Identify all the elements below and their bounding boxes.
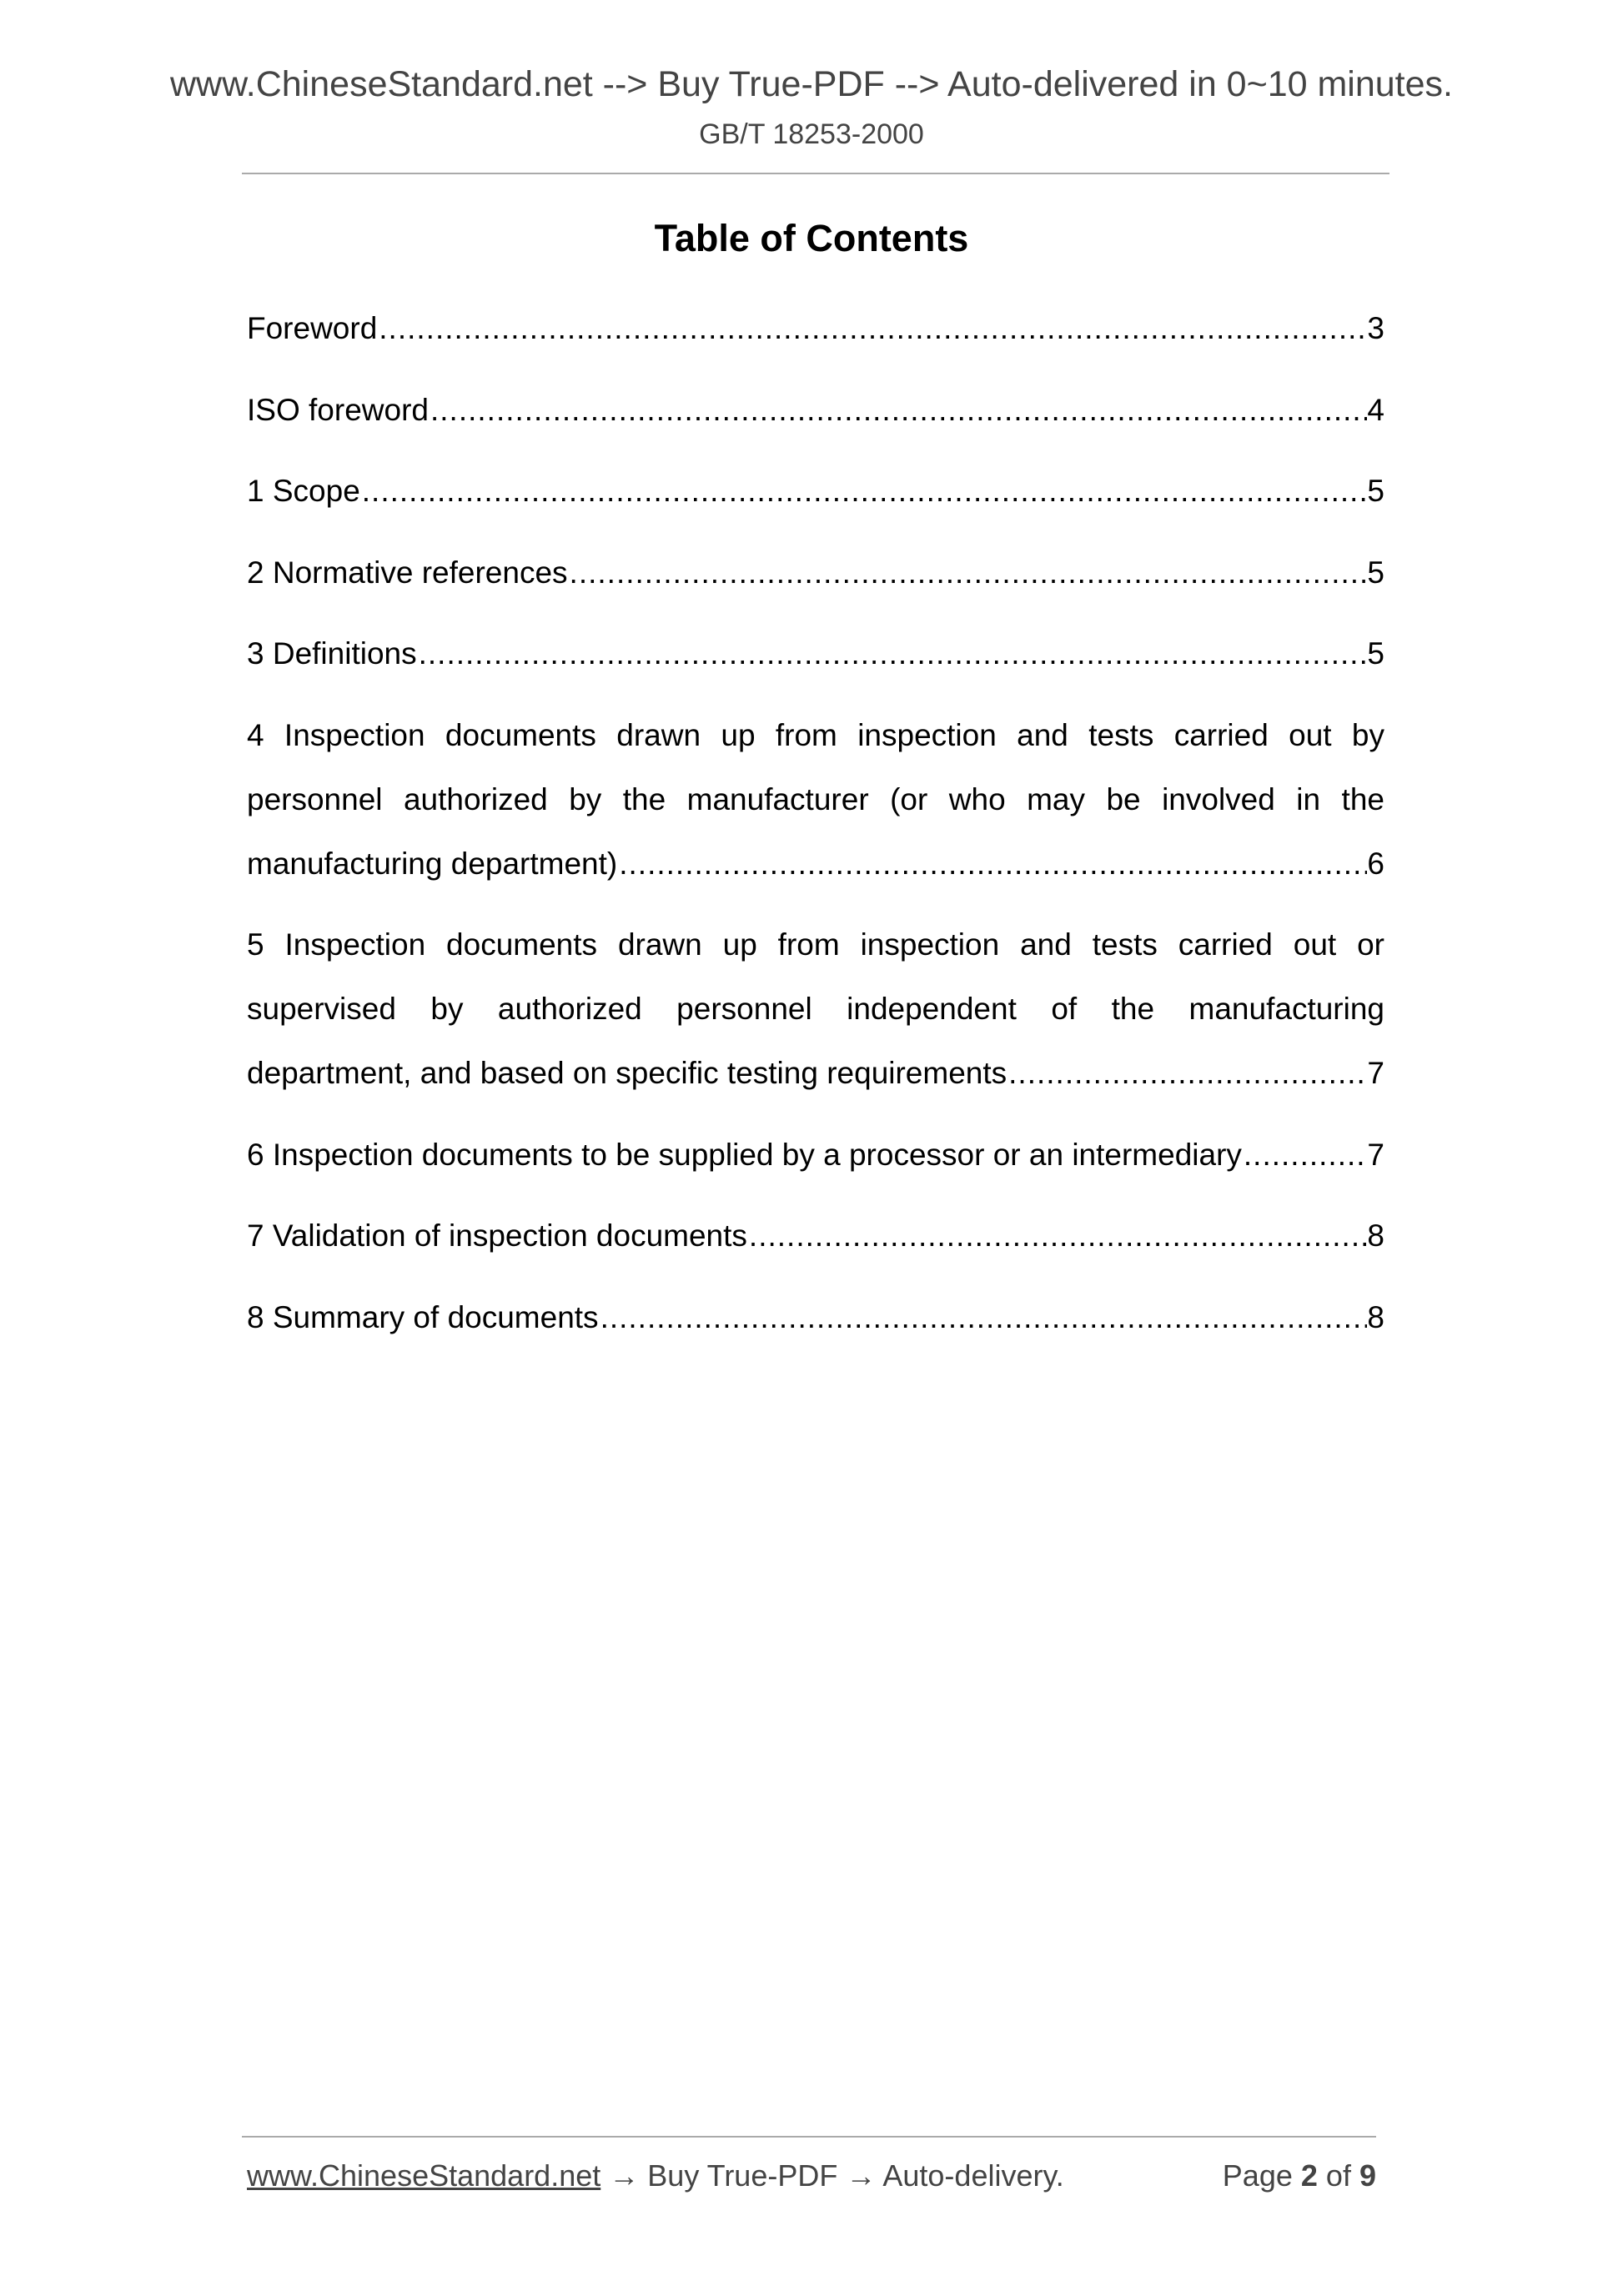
toc-entry-inspection-independent-personnel[interactable]	[247, 912, 1384, 1105]
page-current: 2	[1300, 2158, 1318, 2193]
header-banner: www.ChineseStandard.net --> Buy True-PDF --> Auto-delivered in 0~10 minutes.	[169, 64, 1453, 104]
dot-leader	[1007, 1041, 1367, 1105]
dot-leader	[360, 459, 1368, 523]
toc-entry-title: department, and based on specific testing requirements	[247, 1056, 1007, 1090]
toc-entry-title: 1 Scope	[247, 474, 360, 508]
toc-entry-normative-references[interactable]	[247, 540, 1384, 605]
toc-entry-page: 8	[1367, 1218, 1384, 1253]
toc-entry-scope[interactable]	[247, 459, 1384, 523]
dot-leader	[417, 621, 1368, 686]
dot-leader	[377, 296, 1367, 360]
footer-delivery-text: Auto-delivery.	[882, 2158, 1064, 2193]
page-word: Page	[1222, 2158, 1293, 2193]
toc-entry-title-line: supervised by authorized personnel independent of the manufacturing	[247, 992, 1384, 1026]
toc-entry-page: 4	[1367, 393, 1384, 427]
toc-entry-title-line: personnel authorized by the manufacturer (or who may be involved in the	[247, 782, 1384, 816]
toc-entry-title: 3 Definitions	[247, 636, 417, 671]
toc-entry-title: manufacturing department)	[247, 847, 618, 881]
standard-code: GB/T 18253-2000	[699, 118, 924, 150]
page-indicator	[1223, 2158, 1376, 2193]
toc-entry-foreword[interactable]	[247, 296, 1384, 360]
toc-entry-title: 2 Normative references	[247, 555, 568, 590]
toc-entry-title: Foreword	[247, 311, 378, 345]
toc-entry-page: 5	[1367, 555, 1384, 590]
toc-entry-inspection-by-manufacturer[interactable]	[247, 703, 1384, 896]
toc-entry-page: 8	[1367, 1300, 1384, 1334]
dot-leader	[429, 378, 1367, 442]
dot-leader	[599, 1285, 1368, 1349]
footer-left	[247, 2158, 1064, 2193]
toc-entry-validation[interactable]	[247, 1203, 1384, 1268]
header-divider	[242, 173, 1389, 174]
toc-entry-page: 5	[1367, 474, 1384, 508]
toc-entry-title: ISO foreword	[247, 393, 429, 427]
footer-buy-text: Buy True-PDF	[647, 2158, 838, 2193]
dot-leader	[617, 831, 1367, 896]
toc-entry-page: 7	[1367, 1138, 1384, 1172]
toc-entry-title-line: 4 Inspection documents drawn up from inspection and tests carried out by	[247, 718, 1384, 752]
toc-entry-processor-intermediary[interactable]	[247, 1123, 1384, 1187]
dot-leader	[747, 1203, 1368, 1268]
footer-divider	[242, 2136, 1376, 2138]
arrow-right-icon: →	[609, 2158, 640, 2193]
footer-site-link[interactable]: www.ChineseStandard.net	[247, 2158, 601, 2193]
page-total: 9	[1359, 2158, 1376, 2193]
toc-entry-title: 6 Inspection documents to be supplied by a processor or an intermediary	[247, 1138, 1242, 1172]
toc-title: Table of Contents	[654, 217, 969, 259]
arrow-right-icon: →	[846, 2158, 877, 2193]
page-of: of	[1325, 2158, 1351, 2193]
toc-entry-title-line: 5 Inspection documents drawn up from inspection and tests carried out or	[247, 927, 1384, 962]
dot-leader	[1242, 1123, 1368, 1187]
toc-entry-title: 8 Summary of documents	[247, 1300, 599, 1334]
toc-entry-page: 7	[1367, 1056, 1384, 1090]
toc-entry-summary[interactable]	[247, 1285, 1384, 1349]
dot-leader	[568, 540, 1368, 605]
toc-entry-page: 3	[1367, 311, 1384, 345]
toc-entry-page: 5	[1367, 636, 1384, 671]
toc-entry-definitions[interactable]	[247, 621, 1384, 686]
toc-entry-page: 6	[1367, 847, 1384, 881]
toc-entry-iso-foreword[interactable]	[247, 378, 1384, 442]
toc-entry-title: 7 Validation of inspection documents	[247, 1218, 747, 1253]
